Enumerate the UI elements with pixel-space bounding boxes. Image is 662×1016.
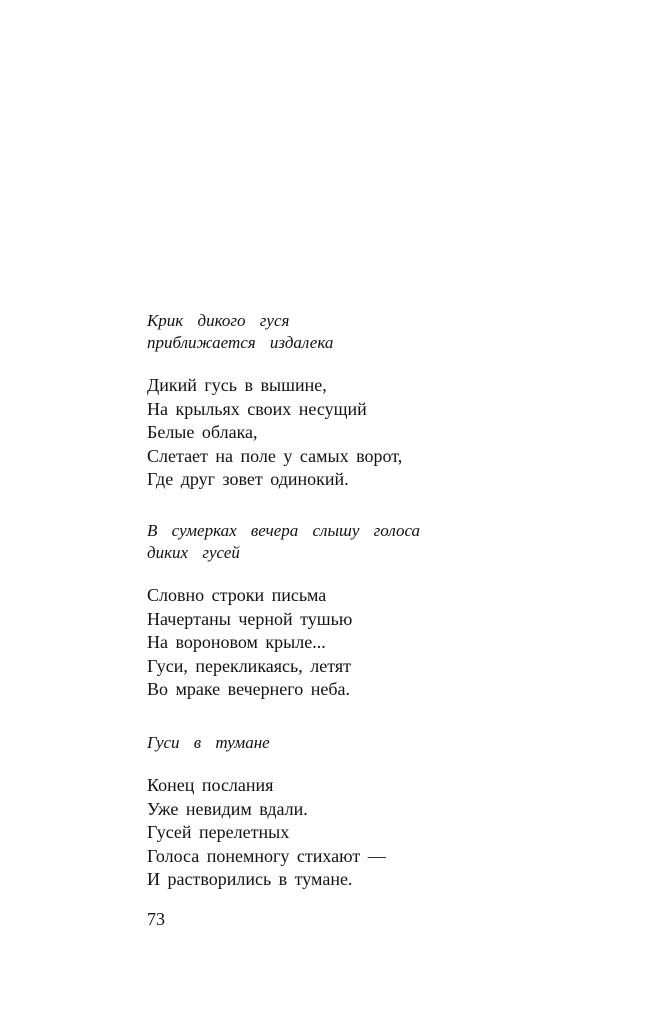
title-line: Крик дикого гуся <box>147 311 290 330</box>
verse-line: На крыльях своих несущий <box>147 398 367 419</box>
poem-verse <box>147 374 627 492</box>
verse-line: Где друг зовет одинокий. <box>147 469 349 489</box>
verse-line: Во мраке вечернего неба. <box>147 679 350 699</box>
verse-line: Белые облака, <box>147 422 258 442</box>
title-line: Гуси в тумане <box>147 733 270 752</box>
poem-verse <box>147 774 627 892</box>
verse-line: Словно строки письма <box>147 585 327 605</box>
title-line: приближается издалека <box>147 333 334 352</box>
poem-verse <box>147 584 627 702</box>
verse-line: Уже невидим вдали. <box>147 798 308 819</box>
verse-line: Слетает на поле у самых ворот, <box>147 445 403 466</box>
verse-line: Начертаны черной тушью <box>147 608 353 629</box>
verse-line: И растворились в тумане. <box>147 869 353 889</box>
poem-v-sumerkah-vechera <box>147 520 627 702</box>
verse-line: На вороновом крыле... <box>147 632 326 652</box>
verse-line: Гуси, перекликаясь, летят <box>147 655 351 676</box>
verse-line: Гусей перелетных <box>147 822 290 842</box>
poem-title <box>147 520 627 564</box>
page-number: 73 <box>147 909 165 929</box>
poem-title <box>147 310 627 354</box>
verse-line: Конец послания <box>147 775 274 795</box>
verse-line: Дикий гусь в вышине, <box>147 375 327 395</box>
poem-gusi-v-tumane <box>147 732 627 892</box>
title-line: В сумерках вечера слышу голоса <box>147 521 421 540</box>
title-line: диких гусей <box>147 543 240 562</box>
poem-krik-dikogo-gusya <box>147 310 627 492</box>
poem-title <box>147 732 627 754</box>
verse-line: Голоса понемногу стихают — <box>147 845 386 866</box>
